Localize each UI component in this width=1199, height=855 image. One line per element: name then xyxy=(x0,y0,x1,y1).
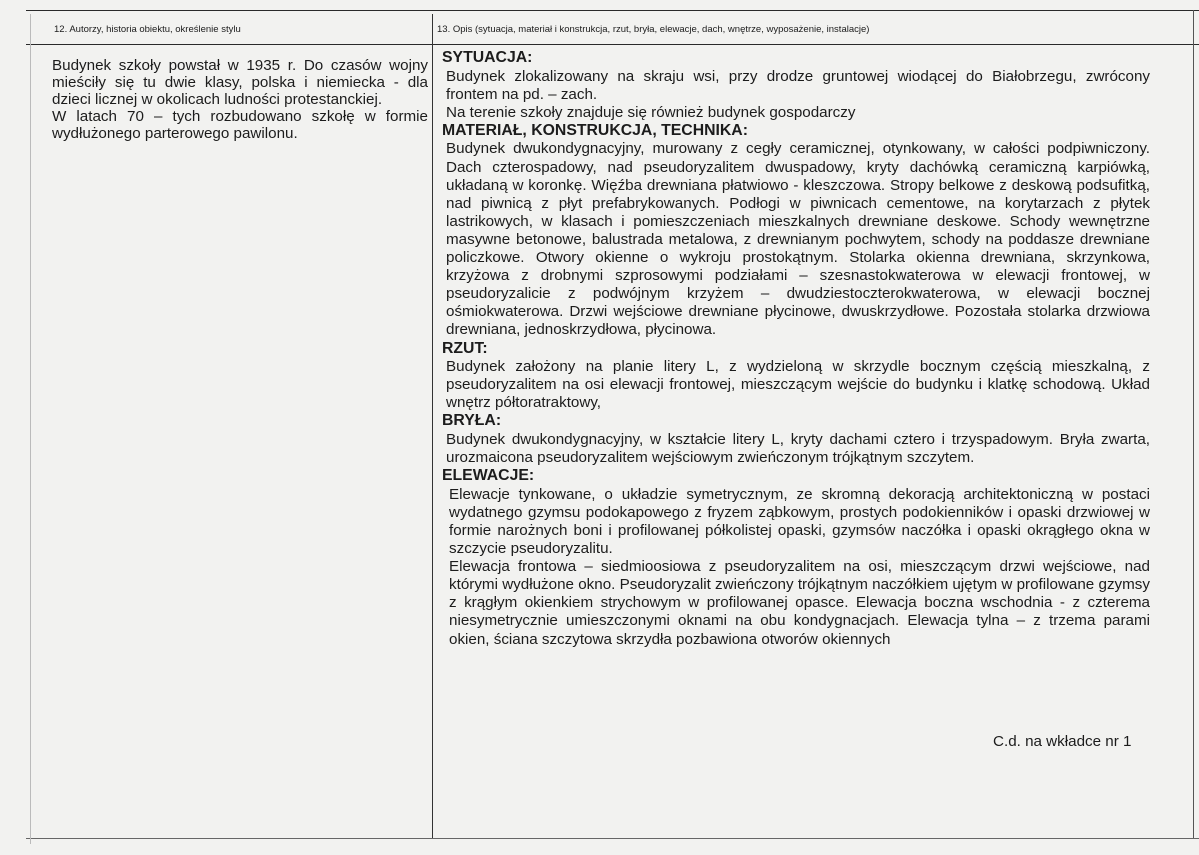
elewacje-text-1: Elewacje tynkowane, o układzie symetrycznym, ze skromną dekoracją architektoniczną w postaci wydatnego gzymsu podokapowego z fryzem ząbkowym, prostych podokienników i opaski drzwiowej w formie narożnych boni i profilowanej półkolistej opaski, gzymsów naczółka i opaski okrągłego okna w szczycie pseudoryzalitu. xyxy=(449,485,1150,558)
sytuacja-text: Budynek zlokalizowany na skraju wsi, przy drodze gruntowej wiodącej do Białobrzegu, zwrócony frontem na pd. – zach. xyxy=(446,67,1150,103)
section-heading-material: MATERIAŁ, KONSTRUKCJA, TECHNIKA: xyxy=(442,121,748,139)
section-heading-elewacje: ELEWACJE: xyxy=(442,467,535,485)
column-divider xyxy=(432,14,433,839)
form-top-border xyxy=(26,10,1199,11)
section-heading-rzut: RZUT: xyxy=(442,339,488,357)
elewacje-text-2: Elewacja frontowa – siedmioosiowa z pseudoryzalitem na osi, mieszczącym drzwi wejściowe, nad którymi wydłużone okno. Pseudoryzalit zwieńczony trójkątnym naczółkiem ujętym w profilowane gzymsy z krągłym okienkiem strychowym w profilowanej opasce. Elewacja boczna wschodnia - z czterema niesymetrycznie umieszczonymi oknami na obu kondygnacjach. Elewacja tylna – z trzema parami okien, ściana szczytowa skrzydła pozbawiona otworów okiennych xyxy=(449,558,1150,648)
column-13-header: 13. Opis (sytuacja, materiał i konstrukcja, rzut, bryła, elewacje, dach, wnętrze, wyposażenie, instalacje) xyxy=(437,24,870,35)
continuation-note: C.d. na wkładce nr 1 xyxy=(993,733,1132,750)
history-column xyxy=(52,57,428,142)
rzut-text: Budynek założony na planie litery L, z wydzieloną w skrzydle bocznym częścią mieszkalną, z pseudoryzalitem na osi elewacji frontowej, mieszczącym wejście do budynku i klatkę schodową. Układ wnętrz półtoratraktowy, xyxy=(446,358,1150,412)
form-right-border xyxy=(1193,10,1194,838)
section-heading-sytuacja: SYTUACJA: xyxy=(442,49,533,66)
history-paragraph-2: W latach 70 – tych rozbudowano szkołę w formie wydłużonego parterowego pawilonu. xyxy=(52,108,428,142)
section-heading-bryla: BRYŁA: xyxy=(442,412,502,430)
column-12-header: 12. Autorzy, historia obiektu, określenie stylu xyxy=(54,24,241,35)
bryla-text: Budynek dwukondygnacyjny, w kształcie litery L, kryty dachami cztero i trzyspadowym. Bryła zwarta, urozmaicona pseudoryzalitem wejściowym zwieńczonym trójkątnym szczytem. xyxy=(446,430,1150,467)
history-paragraph-1: Budynek szkoły powstał w 1935 r. Do czasów wojny mieściły się tu dwie klasy, polska i niemiecka - dla dzieci licznej w okolicach ludności protestanckiej. xyxy=(52,57,428,108)
form-bottom-border xyxy=(26,838,1199,839)
sytuacja-text-2: Na terenie szkoły znajduje się również budynek gospodarczy xyxy=(446,103,856,121)
description-column xyxy=(438,49,1150,649)
form-left-edge xyxy=(30,14,31,844)
material-text: Budynek dwukondygnacyjny, murowany z cegły ceramicznej, otynkowany, w całości podpiwniczony. Dach czterospadowy, nad pseudoryzalitem dwuspadowy, kryty dachówką ceramiczną karpiówką, układaną w koronkę. Więźba drewniana płatwiowo - kleszczowa. Stropy belkowe z deskową podsufitką, nad piwnicą z płyt prefabrykowanych. Podłogi w piwnicach cementowe, na korytarzach z płytek lastrikowych, w klasach i pomieszczeniach mieszkalnych drewniane deskowe. Schody wewnętrzne masywne betonowe, balustrada metalowa, z drewnianym pochwytem, schody na poddasze drewniane policzkowe. Otwory okienne o wykroju prostokątnym. Stolarka okienna drewniana, skrzynkowa, krzyżowa z drobnymi szprosowymi podziałami – szesnastokwaterowa w elewacji frontowej, w pseudoryzalicie z podwójnym krzyżem – dwudziestoczterokwaterowa, w elewacji bocznej ośmiokwaterowa. Drzwi wejściowe drewniane płycinowe, dwuskrzydłowe. Pozostała stolarka drzwiowa drewniana, jednoskrzydłowa, płycinowa. xyxy=(446,140,1150,339)
form-header-divider xyxy=(26,44,1199,45)
